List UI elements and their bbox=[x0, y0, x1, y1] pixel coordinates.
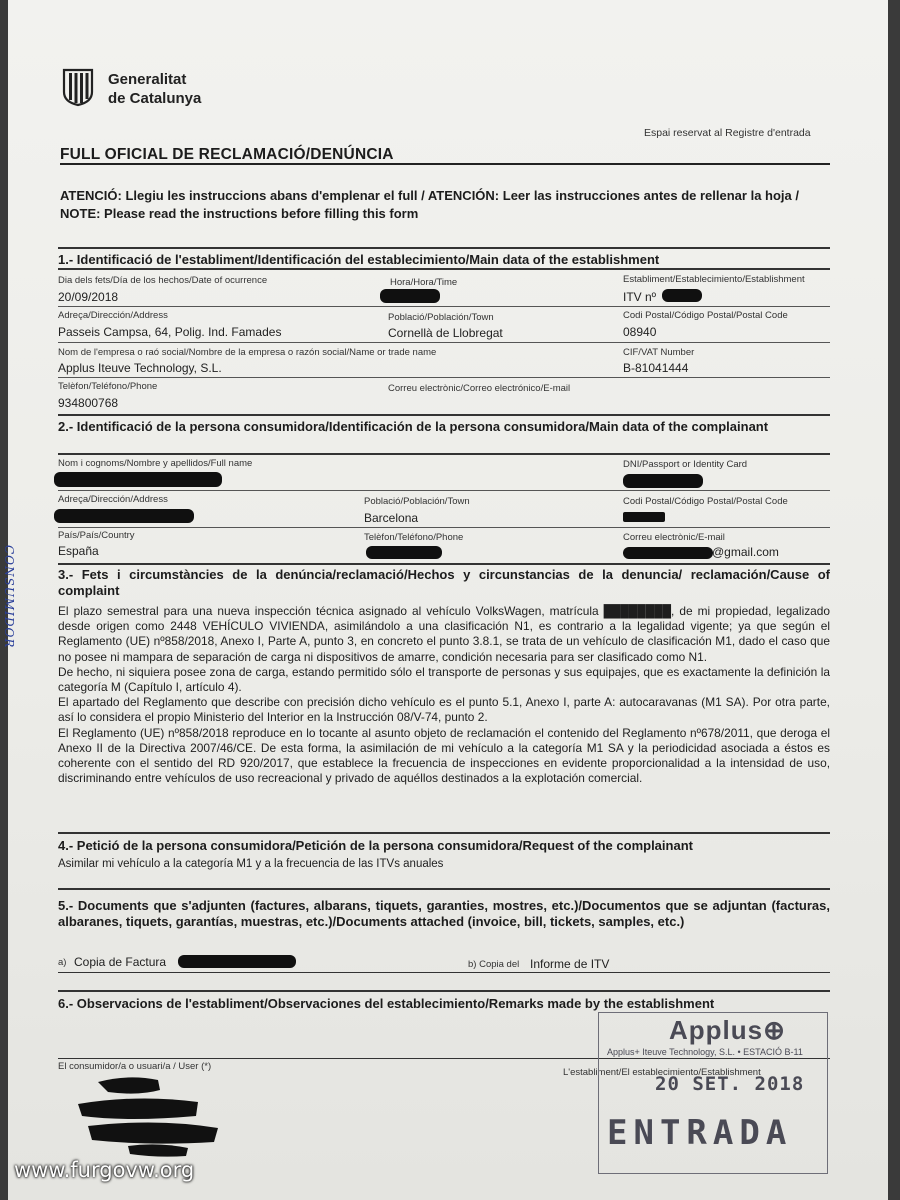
stamp-date: 20 SET. 2018 bbox=[655, 1073, 805, 1095]
section6-title: 6.- Observacions de l'establiment/Observaciones del establecimiento/Remarks made by the establishment bbox=[58, 996, 715, 1011]
email-label: Correu electrònic/Correo electrónico/E-mail bbox=[388, 383, 571, 394]
phone-label: Telèfon/Teléfono/Phone bbox=[58, 381, 158, 392]
section6-top-rule bbox=[58, 990, 830, 992]
dni-redaction bbox=[623, 474, 703, 488]
complainant-address-label: Adreça/Dirección/Address bbox=[58, 494, 168, 505]
cif-value: B-81041444 bbox=[623, 361, 689, 375]
complainant-postal-redaction bbox=[623, 512, 665, 522]
section1-title: 1.- Identificació de l'establiment/Identificación del establecimiento/Main data of the establishment bbox=[58, 252, 660, 267]
margin-handwritten-note: CONSUMIDOR bbox=[2, 545, 16, 649]
request-value: Asimilar mi vehículo a la categoría M1 y a la frecuencia de las ITVs anuales bbox=[58, 858, 444, 870]
stamp-company: Applus+ Iteuve Technology, S.L. • ESTACIÓ B-11 bbox=[607, 1047, 803, 1057]
org-name-line2: de Catalunya bbox=[108, 90, 202, 107]
doc-b-label: b) Copia del bbox=[468, 959, 520, 970]
section4-title: 4.- Petició de la persona consumidora/Petición de la persona consumidora/Request of the complainant bbox=[58, 838, 693, 853]
title-divider bbox=[60, 163, 830, 165]
date-label: Dia dels fets/Día de los hechos/Date of ocurrence bbox=[58, 275, 268, 286]
company-value: Applus Iteuve Technology, S.L. bbox=[58, 361, 222, 375]
section3-top-rule bbox=[58, 563, 830, 565]
section2-title: 2.- Identificació de la persona consumidora/Identificación de la persona consumidora/Main data of the complainant bbox=[58, 419, 769, 434]
attention-notice: ATENCIÓ: Llegiu les instruccions abans d'emplenar el full / ATENCIÓN: Leer las instrucciones antes de rellenar la hoja / NOTE: Please read the instructions before filling this form bbox=[60, 188, 799, 221]
postal-code-label: Codi Postal/Código Postal/Postal Code bbox=[623, 310, 788, 321]
section5-title: 5.- Documents que s'adjunten (factures, albarans, tiquets, garanties, mostres, etc.)/Documentos que se adjuntan (facturas, albaranes, tiquets, garantías, muestras, etc.)/Documents attached (invoice, bill, tickets, samples, etc.) bbox=[58, 898, 830, 929]
form-page bbox=[2, 0, 888, 1200]
entry-stamp bbox=[598, 1012, 828, 1174]
country-value: España bbox=[58, 544, 99, 558]
signature-redaction bbox=[68, 1070, 228, 1160]
complainant-town-value: Barcelona bbox=[364, 511, 419, 525]
complaint-paragraph: El plazo semestral para una nueva inspección técnica asignado al vehículo VolksWagen, matrícula ████████, de mi propiedad, legalizado desde origen como 2448 VEHÍCULO VIVIENDA, asimilándolo a una clasificación N1, es contrario a la legalidad vigente; ya que según el Reglamento (UE) nº858/2018, Anexo I, Parte A, punto 3, en concreto el punto 3.8.1, se trata de un vehículo de clasificación M1, dado el caso que no posee ni mampara de separación de carga ni dispositivos de amarre, condición necesaria para ser clasificado como N1. bbox=[58, 604, 830, 664]
time-redaction bbox=[380, 289, 440, 303]
generalitat-logo-icon bbox=[62, 68, 94, 106]
phone-value: 934800768 bbox=[58, 396, 119, 410]
section2-top-rule bbox=[58, 414, 830, 416]
complainant-email-domain: @gmail.com bbox=[712, 545, 779, 559]
doc-a-label: a) bbox=[58, 957, 67, 968]
postal-code-value: 08940 bbox=[623, 325, 657, 339]
date-value: 20/09/2018 bbox=[58, 290, 119, 304]
complainant-postal-label: Codi Postal/Código Postal/Postal Code bbox=[623, 496, 788, 507]
section2-title-rule bbox=[58, 453, 830, 455]
row-rule bbox=[58, 342, 830, 343]
time-label: Hora/Hora/Time bbox=[390, 277, 458, 288]
doc-a-value: Copia de Factura bbox=[74, 955, 167, 969]
org-name-line1: Generalitat bbox=[108, 71, 187, 88]
doc-b-value: Informe de ITV bbox=[530, 957, 610, 971]
dni-label: DNI/Passport or Identity Card bbox=[623, 459, 748, 470]
town-value: Cornellà de Llobregat bbox=[388, 326, 503, 340]
site-watermark: www.furgovw.org bbox=[14, 1158, 195, 1182]
complaint-paragraph: El Reglamento (UE) nº858/2018 reproduce en lo tocante al asunto objeto de reclamación el contenido del Reglamento nº678/2011, que deroga el Anexo II de la Directiva 2007/46/CE. De esta forma, la asimilación de mi vehículo a la categoría M1 SA y la periodicidad asociada a éstos es coherente con el sentido del RD 920/2017, que establece la frecuencia de inspecciones en evidente proporcionalidad a la intensidad de uso, discriminando entre vehículos de uso recreacional y privado de aquéllos destinados a la explotación comercial. bbox=[58, 725, 830, 786]
complaint-paragraph: El apartado del Reglamento que describe con precisión dicho vehículo es el punto 5.1, Anexo I, parte A: autocaravanas (M1 SA). Por otra parte, así lo considera el propio Ministerio del Interior en la Instrucción 08/V-74, punto 2. bbox=[58, 695, 830, 725]
row-rule bbox=[58, 377, 830, 378]
town-label: Població/Población/Town bbox=[388, 312, 494, 323]
row-rule bbox=[58, 490, 830, 491]
row-rule bbox=[58, 306, 830, 307]
itv-number-redaction bbox=[662, 289, 702, 302]
section4-top-rule bbox=[58, 832, 830, 834]
cif-label: CIF/VAT Number bbox=[623, 347, 695, 358]
registry-reserved-label: Espai reservat al Registre d'entrada bbox=[644, 127, 811, 139]
establishment-signature-label: L'establiment/El establecimiento/Establishment bbox=[563, 1067, 761, 1078]
fullname-redaction bbox=[54, 472, 222, 487]
address-label: Adreça/Dirección/Address bbox=[58, 310, 168, 321]
section5-bottom-rule bbox=[58, 972, 830, 973]
company-label: Nom de l'empresa o raó social/Nombre de la empresa o razón social/Name or trade name bbox=[58, 347, 437, 358]
establishment-value: ITV nº bbox=[623, 290, 657, 304]
section3-title: 3.- Fets i circumstàncies de la denúncia/reclamació/Hechos y circunstancias de la denuncia/ reclamación/Cause of complaint bbox=[58, 567, 830, 598]
complaint-paragraph: De hecho, ni siquiera posee zona de carga, estando permitido sólo el transporte de personas y sus equipajes, que es exactamente la definición la categoría M (Capítulo I, artículo 4). bbox=[58, 664, 830, 695]
section1-title-rule bbox=[58, 268, 830, 270]
establishment-label: Establiment/Establecimiento/Establishment bbox=[623, 274, 805, 285]
consumer-signature-label: El consumidor/a o usuari/a / User (*) bbox=[58, 1061, 212, 1072]
complainant-email-label: Correu electrònic/E-mail bbox=[623, 532, 725, 543]
form-title: FULL OFICIAL DE RECLAMACIÓ/DENÚNCIA bbox=[60, 146, 394, 163]
fullname-label: Nom i cognoms/Nombre y apellidos/Full name bbox=[58, 458, 253, 469]
row-rule bbox=[58, 527, 830, 528]
country-label: País/País/Country bbox=[58, 530, 135, 541]
complainant-address-redaction bbox=[54, 509, 194, 523]
complaint-text bbox=[58, 604, 830, 786]
complainant-email-redaction bbox=[623, 547, 713, 559]
section1-top-rule bbox=[58, 247, 830, 249]
section5-top-rule bbox=[58, 888, 830, 890]
complainant-town-label: Població/Población/Town bbox=[364, 496, 470, 507]
stamp-logo: Applus⊕ bbox=[669, 1015, 786, 1045]
complainant-phone-label: Telèfon/Teléfono/Phone bbox=[364, 532, 464, 543]
complainant-phone-redaction bbox=[366, 546, 442, 559]
invoice-redaction bbox=[178, 955, 296, 968]
org-name bbox=[108, 70, 201, 108]
address-value: Passeis Campsa, 64, Polig. Ind. Famades bbox=[58, 325, 282, 339]
stamp-entrada: ENTRADA bbox=[607, 1113, 793, 1153]
